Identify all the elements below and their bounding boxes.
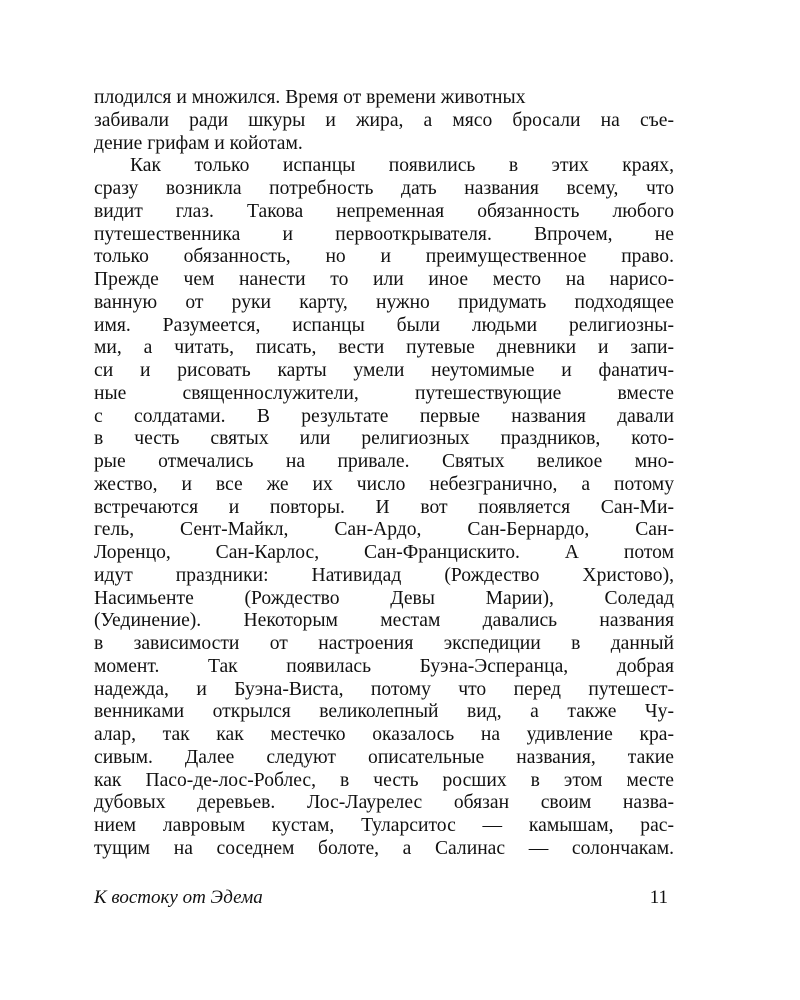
text-line: Лоренцо, Сан-Карлос, Сан-Францискито. А потом xyxy=(94,542,674,563)
text-line: видит глаз. Такова непременная обязанность любого xyxy=(94,200,674,222)
text-line: с солдатами. В результате первые названия давали xyxy=(94,405,674,427)
text-line: ные священнослужители, путешествующие вместе xyxy=(94,382,674,404)
text-line: сразу возникла потребность дать названия всему, что xyxy=(94,178,674,199)
text-line: забивали ради шкуры и жира, а мясо бросали на съе- xyxy=(94,109,674,131)
text-line: си и рисовать карты умели неутомимые и фанатич- xyxy=(94,360,674,381)
text-line: момент. Так появилась Буэна-Эсперанца, добрая xyxy=(94,655,674,677)
text-line: идут праздники: Нативидад (Рождество Христово), xyxy=(94,564,674,586)
page-number: 11 xyxy=(649,887,668,908)
body-text xyxy=(94,87,674,861)
text-line: рые отмечались на привале. Святых великое мно- xyxy=(94,451,674,472)
text-line: дубовых деревьев. Лос-Лаурелес обязан своим назва- xyxy=(94,792,674,814)
text-line: как Пасо-де-лос-Роблес, в честь росших в этом месте xyxy=(94,769,674,791)
text-line: Прежде чем нанести то или иное место на нарисо- xyxy=(94,269,674,290)
text-line: Насимьенте (Рождество Девы Марии), Соледад xyxy=(94,587,674,609)
text-line: плодился и множился. Время от времени животных xyxy=(94,87,526,108)
running-title: К востоку от Эдема xyxy=(94,887,263,908)
text-line: имя. Разумеется, испанцы были людьми религиозны- xyxy=(94,314,674,336)
text-line: алар, так как местечко оказалось на удивление кра- xyxy=(94,724,674,745)
text-line: путешественника и первооткрывателя. Впрочем, не xyxy=(94,223,674,245)
text-line: ванную от руки карту, нужно придумать подходящее xyxy=(94,291,674,313)
text-line: сивым. Далее следуют описательные названия, такие xyxy=(94,746,674,768)
page-footer xyxy=(94,887,674,911)
text-line: надежда, и Буэна-Виста, потому что перед путешест- xyxy=(94,678,674,700)
text-line: дение грифам и койотам. xyxy=(94,132,303,154)
text-line: в честь святых или религиозных праздников, кото- xyxy=(94,428,674,450)
text-line: только обязанность, но и преимущественное право. xyxy=(94,246,674,268)
text-line: венниками открылся великолепный вид, а также Чу- xyxy=(94,701,674,723)
text-line: (Уединение). Некоторым местам давались названия xyxy=(94,610,674,632)
text-line: в зависимости от настроения экспедиции в данный xyxy=(94,633,674,654)
text-line: ми, а читать, писать, вести путевые дневники и запи- xyxy=(94,337,674,359)
text-line: встречаются и повторы. И вот появляется Сан-Ми- xyxy=(94,496,674,518)
text-line: гель, Сент-Майкл, Сан-Ардо, Сан-Бернардо, Сан- xyxy=(94,519,674,541)
paragraph-first-line: Как только испанцы появились в этих краях, xyxy=(130,155,674,177)
text-line: жество, и все же их число небезгранично, а потому xyxy=(94,473,674,495)
text-line: тущим на соседнем болоте, а Салинас — солончакам. xyxy=(94,837,674,859)
text-line: нием лавровым кустам, Туларситос — камышам, рас- xyxy=(94,815,674,836)
